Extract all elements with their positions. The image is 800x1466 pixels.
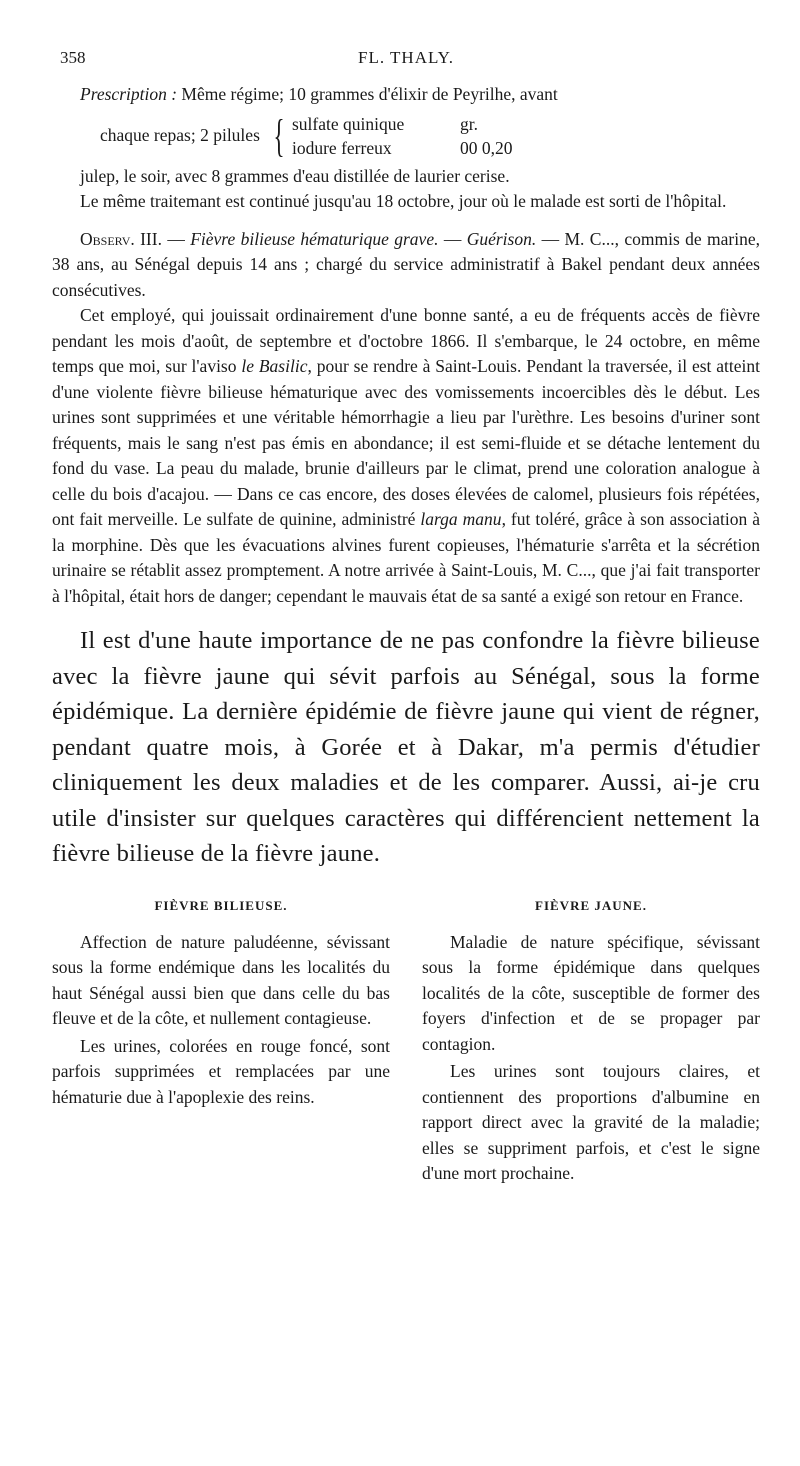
column-paragraph: Affection de nature paludéenne, sévissant sous la forme endémique dans les localités du haut Sénégal aussi bien que dans celle du bas fleuve et de la côte, et nullement contagieuse. [52,931,390,1028]
pill-formula [52,108,760,164]
pill-row [292,112,570,136]
pills-lead: chaque repas; 2 pilules [100,125,260,145]
column-heading: FIÈVRE BILIEUSE. [154,897,288,913]
running-head [52,48,760,78]
body-text: Cet employé, qui jouissait ordinairement d'une bonne santé, a eu de fréquents accès de fièvre pendant les mois d'août, de septembre et d'octobre 1866. Il s'embarque, le 24 octobre, en même temps que moi, sur l'aviso [52,305,760,376]
observation-label: Observ. [80,228,135,249]
pill-name: sulfate quinique [291,113,405,134]
book-page [52,48,760,1187]
ship-name: le Basilic [241,356,308,376]
column-bilious-fever [52,898,390,1187]
observation-body [52,303,760,609]
latin-phrase: larga manu [420,509,502,529]
prescription-label: Prescription : [80,84,178,104]
comparison-columns [52,898,760,1187]
observation-title: Fièvre bilieuse hématurique grave. [190,228,439,249]
pill-items [292,112,570,160]
pill-quantity: 00 0,20 [459,137,513,158]
running-title: FL. THALY. [358,48,454,67]
body-text: , fut toléré, grâce à son association à la morphine. Dès que les évacuations alvines furent copieuses, l'hématurie s'arrêta et la sécrétion urinaire se rétablit assez promptement. A notre arrivée à Saint-Louis, M. C..., que j'ai fait transporter à l'hôpital, était hors de danger; cependant le mauvais état de sa santé a exigé son retour en France. [52,509,760,606]
julep-line: julep, le soir, avec 8 grammes d'eau distillée de laurier cerise. [80,165,510,186]
prescription-line [52,82,760,108]
units-label: gr. [459,113,478,134]
brace-glyph: { [273,109,285,161]
column-paragraph: Maladie de nature spécifique, sévissant sous la forme épidémique dans quelques localités de la côte, susceptible de former des foyers d'infection et de se propager par contagion. [422,931,760,1054]
prescription-text: Même régime; 10 grammes d'élixir de Peyrilhe, avant [177,84,558,104]
column-paragraph: Les urines, colorées en rouge foncé, sont parfois supprimées et remplacées par une hématurie due à l'apoplexie des reins. [52,1035,390,1107]
observation-number: III. — [134,228,191,249]
observation-dash: — [438,228,467,249]
observation-heading [52,227,760,304]
column-yellow-fever [422,898,760,1187]
treatment-continuation: Le même traitemant est continué jusqu'au 18 octobre, jour où le malade est sorti de l'hôpital. [80,191,727,211]
observation-outcome: Guérison. [466,228,537,249]
pill-name: iodure ferreux [291,137,392,158]
pill-row [292,136,570,160]
main-paragraph: Il est d'une haute importance de ne pas confondre la fièvre bilieuse avec la fièvre jaune qui sévit parfois au Sénégal, sous la forme épidémique. La dernière épidémie de fièvre jaune qui vient de régner, pendant quatre mois, à Gorée et à Dakar, m'a permis d'étudier cliniquement les deux maladies et de les comparer. Aussi, ai-je cru utile d'insister sur quelques caractères qui différencient nettement la fièvre bilieuse de la fièvre jaune. [52,627,760,867]
column-paragraph: Les urines sont toujours claires, et contiennent des proportions d'albumine en rapport direct avec la gravité de la maladie; elles se suppriment parfois, et c'est le signe d'une mort prochaine. [422,1061,760,1183]
observation-patient: — M. C..., commis de marine, 38 ans, au Sénégal depuis 14 ans ; chargé du service administratif à Bakel pendant deux années consécutives. [52,228,760,300]
body-text: , pour se rendre à Saint-Louis. Pendant la traversée, il est atteint d'une violente fièvre bilieuse hématurique avec des vomissements incoercibles dès le début. Les urines sont supprimées et une véritable hémorrhagie a lieu par l'urèthre. Les besoins d'uriner sont fréquents, mais le sang n'est pas émis en abondance; il est semi-fluide et se détache lentement du fond du vase. La peau du malade, brunie d'ailleurs par le climat, prend une coloration analogue à celle du bois d'acajou. — Dans ce cas encore, des doses élevées de calomel, plusieurs fois répétées, ont fait merveille. Le sulfate de quinine, administré [52,356,760,529]
page-number: 358 [60,48,86,67]
column-heading: FIÈVRE JAUNE. [535,897,647,913]
